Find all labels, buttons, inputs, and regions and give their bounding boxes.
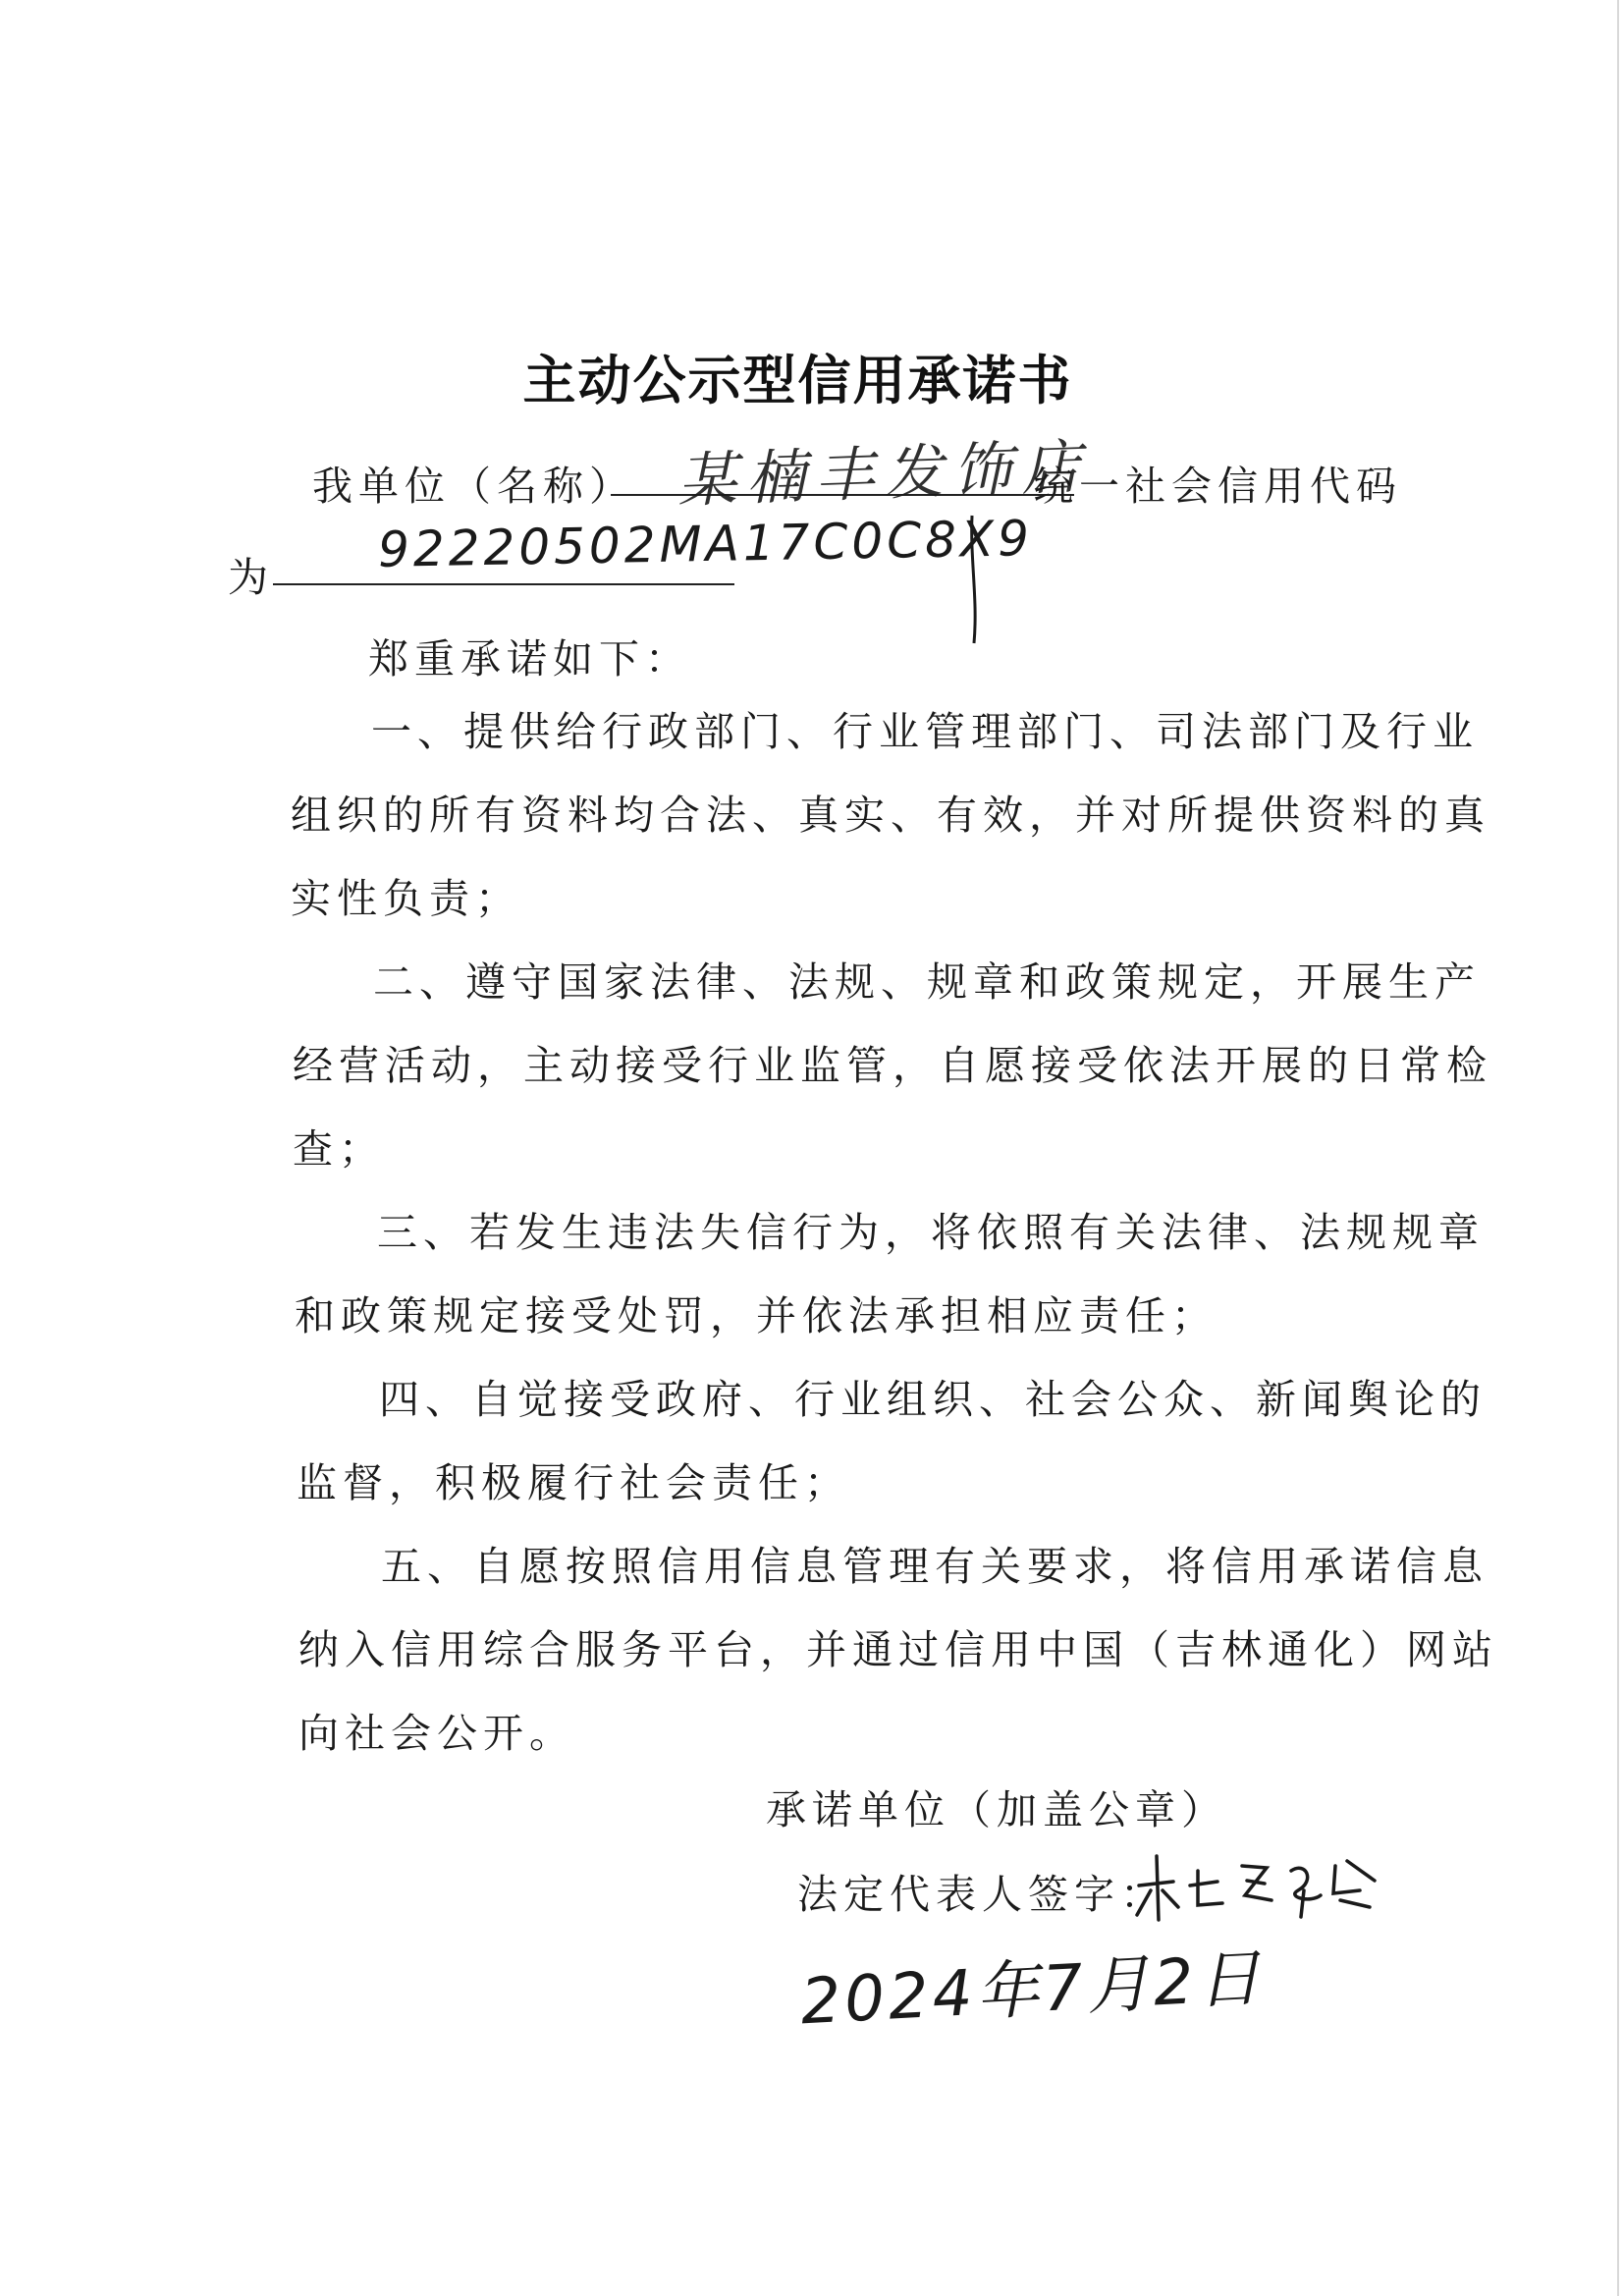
item-1-line-3: 实性负责；: [291, 875, 521, 922]
handwritten-date: 2024年7月2日: [798, 1941, 1267, 2040]
item-2-line-2: 经营活动，主动接受行业监管，自愿接受依法开展的日常检: [293, 1042, 1492, 1089]
intro-prefix: 我单位（名称）: [312, 463, 635, 510]
item-3-line-2: 和政策规定接受处罚，并依法承担相应责任；: [295, 1292, 1217, 1339]
item-5-line-3: 向社会公开。: [298, 1710, 575, 1757]
scan-edge: [1617, 0, 1619, 2296]
item-3-line-1: 三、若发生违法失信行为，将依照有关法律、法规规章: [377, 1209, 1485, 1256]
item-2-line-3: 查；: [293, 1125, 385, 1173]
intro-suffix: 统一社会信用代码: [1033, 463, 1402, 510]
intro-prefix-2: 为: [228, 554, 274, 601]
handwritten-code: 92220502MA17C0C8X9: [377, 510, 1034, 578]
code-underline: [273, 583, 734, 585]
item-4-line-2: 监督，积极履行社会责任；: [297, 1459, 850, 1506]
rep-label: 法定代表人签字：: [797, 1871, 1166, 1918]
document-title: 主动公示型信用承诺书: [522, 350, 1073, 411]
unit-label: 承诺单位（加盖公章）: [766, 1786, 1227, 1833]
handwritten-stroke: [943, 511, 1001, 648]
rep-signature: [1129, 1846, 1384, 1925]
item-4-line-1: 四、自觉接受政府、行业组织、社会公众、新闻舆论的: [379, 1376, 1487, 1423]
item-5-line-2: 纳入信用综合服务平台，并通过信用中国（吉林通化）网站: [298, 1626, 1498, 1673]
item-1-line-1: 一、提供给行政部门、行业管理部门、司法部门及行业: [371, 708, 1479, 755]
handwritten-name: 某楠丰发饰店: [676, 432, 1092, 517]
item-2-line-1: 二、遵守国家法律、法规、规章和政策规定，开展生产: [373, 958, 1481, 1006]
item-1-line-2: 组织的所有资料均合法、真实、有效，并对所提供资料的真: [291, 792, 1490, 839]
item-5-line-1: 五、自愿按照信用信息管理有关要求，将信用承诺信息: [381, 1543, 1488, 1590]
pledge-heading: 郑重承诺如下：: [368, 635, 691, 683]
